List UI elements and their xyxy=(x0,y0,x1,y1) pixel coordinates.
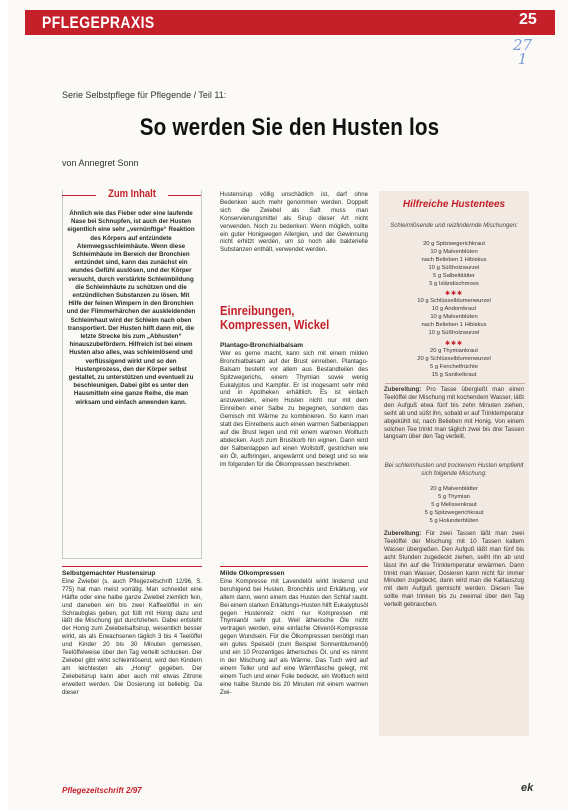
preparation-2-text: Für zwei Tassen läßt man zwei Teelöffel der Mischung mit 10 Tassen kaltem Wasser übergießen. Den Aufguß läßt man fünf bis acht Stunden zugedeckt ziehen, seiht ihn ab und lässt ihn auf die Trinktemperatur erwärmen. Dann trinkt man Wasser, Dosieren kann nicht für immer Minuten zugedeckt, dann wird man die Kaltauszug mit dem Aufguß gemischt werden. Diesen Tee sollte man trinken bis zu zweimal über den Tag verteilt gebrauchen. xyxy=(384,530,524,609)
recipe-3-item: 5 g Fenchelfrüchte xyxy=(429,363,478,370)
balsam-text: Wer es gerne macht, kann sich mit einem milden Bronchialbalsam auf der Brust einreiben. Plantago-Balsam besteht vor allem aus Bestandteilen des Spitzwegerichs, einem Thymian sowie wenig Eukalyptus und Kampfer. Er ist insgesamt sehr mild und in Apotheken erhältlich. Es ist einfach anzuwenden, einem Husten nicht nur mit dem Einreiben einer Salbe zu begegnen, sondern das Gemisch mit Wärme zu kombinieren. So kann man statt des Einreibens auch einen warmen Salbenlappen auf die Brust legen und mit einem warmen Wolltuch abdecken. Auch zum Brustkorb hin eignen. Dann wird der Salbenlappen auf einen Wollstoff, gestrichen wie ein Öl, aufbringen, angewärmt und belegt und so wie im folgenden für die Ölkompressen beschrieben. xyxy=(220,349,368,468)
recipe-2-item: 10 g Schlüsselblumenwurzel xyxy=(417,298,491,304)
column-divider xyxy=(62,566,202,567)
recipe-2-item: 10 g Süßholzwurzel xyxy=(428,329,480,336)
recipe-1-item: 5 g Salbeiblätter xyxy=(433,272,475,279)
recipe-4-intro: Bei schleimhusten und trockenem Husten empfiehlt sich folgende Mischung: xyxy=(384,462,524,477)
column-2-middle xyxy=(220,342,368,554)
oil-compress-text: Eine Kompresse mit Lavendelöl wirkt lindernd und beruhigend bei Husten, Bronchitis und Erkältung, vor allem dann, wenn einem das Husten den Schlaf raubt. Bei einem starken Erkältungs-Husten hilft Eukalyptusöl gegen Hustenreiz nicht nur Kompressen mit Thymianöl sehr gut. Weil ätherische Öle nicht vertragen werden, eine einfache Olivenöl-Kompresse gegen Wundsein. Für die Ölkompressen benötigt man ein gutes Speiseöl (zum Beispiel Sonnenblumenöl) und ein 10 Prozentiges ätherisches Öl, und es nimmt in der Mischung auf als Wärme. Das Tuch wird auf einem Teller und auf eine Wärmflasche gelegt, mit einem Tuch und einer Folie bedeckt, ein Wolltuch wird eine halbe Stunde bis 20 Minuten mit einem warmen Zwi- xyxy=(220,577,368,696)
summary-text: Ähnlich wie das Fieber oder eine laufende Nase bei Schnupfen, ist auch der Husten eigentlich eine sehr „vernünftige“ Reaktion des Körpers auf entzündete Atemwegsschleimhäute. Wenn diese Schleimhäute im Bereich der Bronchien entzündet sind, kann das zunächst ein wundes Gefühl auslösen, und der Körper versucht, durch verstärkte Schleimbildung die Schleimhäute zu schützen und die entzündlichen Substanzen zu lösen. Mit Hilfe der feinen Wimpern in den Bronchien und der Flimmerhärchen der auskleidenden Schleimhaut wird der Schleim nach oben transportiert. Der Husten hilft dann mit, die letzte Strecke bis zum „Abhusten“ hinauszubefördern. Hilfreich ist bei einem Husten also alles, was schleimlösend und verflüssigend wirkt und so den Hustenprozess, den der Körper selbst gestaltet, zu unterstützen und eventuell zu beschleunigen. Dabei gibt es unter den Hausmitteln eine ganze Reihe, die man wirksam und einfach anwenden kann. xyxy=(66,210,196,406)
preparation-1-text: Pro Tasse übergießt man einen Teelöffel der Mischung mit kochendem Wasser, läßt den Aufguß etwa fünf bis zehn Minuten ziehen, seiht ab und süßt ihn, sobald er auf Trinktemperatur abgekühlt ist, nach Belieben mit Honig. Von einem solchen Tee trinkt man täglich zwei bis drei Tassen langsam über den Tag verteilt. xyxy=(384,386,524,441)
sidebar-separator-stars: ✱✱✱ xyxy=(444,291,464,297)
recipe-1-item: 10 g Süßholzwurzel xyxy=(428,264,480,271)
publisher-logo: ek xyxy=(521,782,534,794)
preparation-1-label: Zubereitung: xyxy=(384,386,422,393)
article-title: So werden Sie den Husten los xyxy=(139,114,440,141)
recipe-4-item: 5 g Spitzwegerichkraut xyxy=(424,509,484,516)
section-title: PFLEGEPRAXIS xyxy=(42,13,155,32)
syrup-heading: Selbstgemachter Hustensirup xyxy=(62,570,156,577)
summary-title: Zum Inhalt xyxy=(108,188,156,200)
recipe-1-item: nach Belieben 1 Hibiskus xyxy=(421,256,487,263)
recipe-2-item: 10 g Malvenblüten xyxy=(430,313,478,320)
oil-compress-heading: Milde Ölkompressen xyxy=(220,570,285,577)
column-1-bottom xyxy=(62,570,202,775)
article-author: von Annegret Sonn xyxy=(62,158,139,168)
handwritten-note xyxy=(513,38,532,66)
column-2-bottom xyxy=(220,570,368,775)
recipe-1-intro: Schleimlösende und reizlindernde Mischungen: xyxy=(390,222,518,229)
recipe-3-list xyxy=(379,348,529,380)
page-number: 25 xyxy=(519,11,537,28)
recipe-4-item: 20 g Malvenblätter xyxy=(430,486,478,492)
recipe-2-list xyxy=(379,298,529,338)
sidebar-divider xyxy=(385,383,525,384)
handwritten-note-text: 27 1 xyxy=(513,36,533,68)
recipe-2-item: nach Belieben 1 Hibiskus xyxy=(421,321,487,328)
sidebar-separator-stars: ✱✱✱ xyxy=(444,341,464,347)
section-heading-compresses: Einreibungen, Kompressen, Wickel xyxy=(220,303,330,332)
recipe-3-item: 15 g Sanikelkraut xyxy=(431,371,477,378)
series-label: Serie Selbstpflege für Pflegende / Teil 11: xyxy=(62,90,227,100)
sidebar-title: Hilfreiche Hustentees xyxy=(402,199,506,210)
preparation-2-label: Zubereitung: xyxy=(384,530,422,537)
recipe-4-item: 5 g Holunderblüten xyxy=(429,517,479,524)
recipe-4-item: 5 g Melissenkraut xyxy=(431,501,477,508)
balsam-heading: Plantago-Bronchialbalsam xyxy=(220,342,304,349)
preparation-1 xyxy=(384,386,524,458)
recipe-1-item: 10 g Malvenblüten xyxy=(430,248,478,255)
recipe-1-item: 5 g Isländischmoos xyxy=(429,280,479,287)
syrup-continued-text: Hustensirup völlig unschädlich ist, darf ohne Bedenken auch mehr genommen werden. Doppelt sich die Zwiebel als Saft muss man Konservierungsmittel als Sirup dieser Art nicht verwenden. Noch zu bedenken: Wenn möglich, sollte ein guter Honigwegen Allergien, und der Gewinnung nicht erhitzt werden, um so noch alle bakterielle Substanzen enthält, verwendet werden. xyxy=(220,191,368,254)
recipe-2-item: 10 g Andornkraut xyxy=(431,305,477,312)
recipe-1-list xyxy=(379,241,529,288)
recipe-3-item: 20 g Schlüsselblumenwurzel xyxy=(417,355,491,362)
recipe-4-item: 5 g Thymian xyxy=(438,493,470,500)
journal-footer: Pflegezeitschrift 2/97 xyxy=(62,786,142,795)
recipe-1-item: 20 g Spitzwegerichkraut xyxy=(423,241,485,247)
column-divider-2 xyxy=(220,566,368,567)
column-2-top xyxy=(220,191,368,297)
recipe-4-list xyxy=(379,486,529,526)
recipe-3-item: 20 g Thymiankraut xyxy=(430,348,478,354)
syrup-text: Eine Zwiebel (s. auch Pflegezeitschrift 12/96, S. 775) hat man meist vorrätig. Man schneidet eine Hälfte oder eine halbe ganze Zwiebel ziemlich fein, und daneben ein bis zwei Kaffeelöffel in ein Schraubglas geben, gut füllt mit Honig dazu und läßt die Mischung gut durchziehen. Dabei entsteht der Honig zum Zwiebelsaftsirup, wesentlich besser wirkt, als als Erwachsenen täglich 3 bis 4 Teelöffel und Kinder 20 bis 30 Minuten gemessen, Teelöffelweise über den Tag verteilt schlucken. Der Zwiebel gibt wirkt schleimlösend, wird den Kindern am leichtesten als „Honig“ gegeben. Der Zwiebelsirup kann aber auch mit etwas Zitrone erweitert werden. Die Dosierung ist beliebig. Da dieser xyxy=(62,577,202,696)
preparation-2 xyxy=(384,530,524,730)
